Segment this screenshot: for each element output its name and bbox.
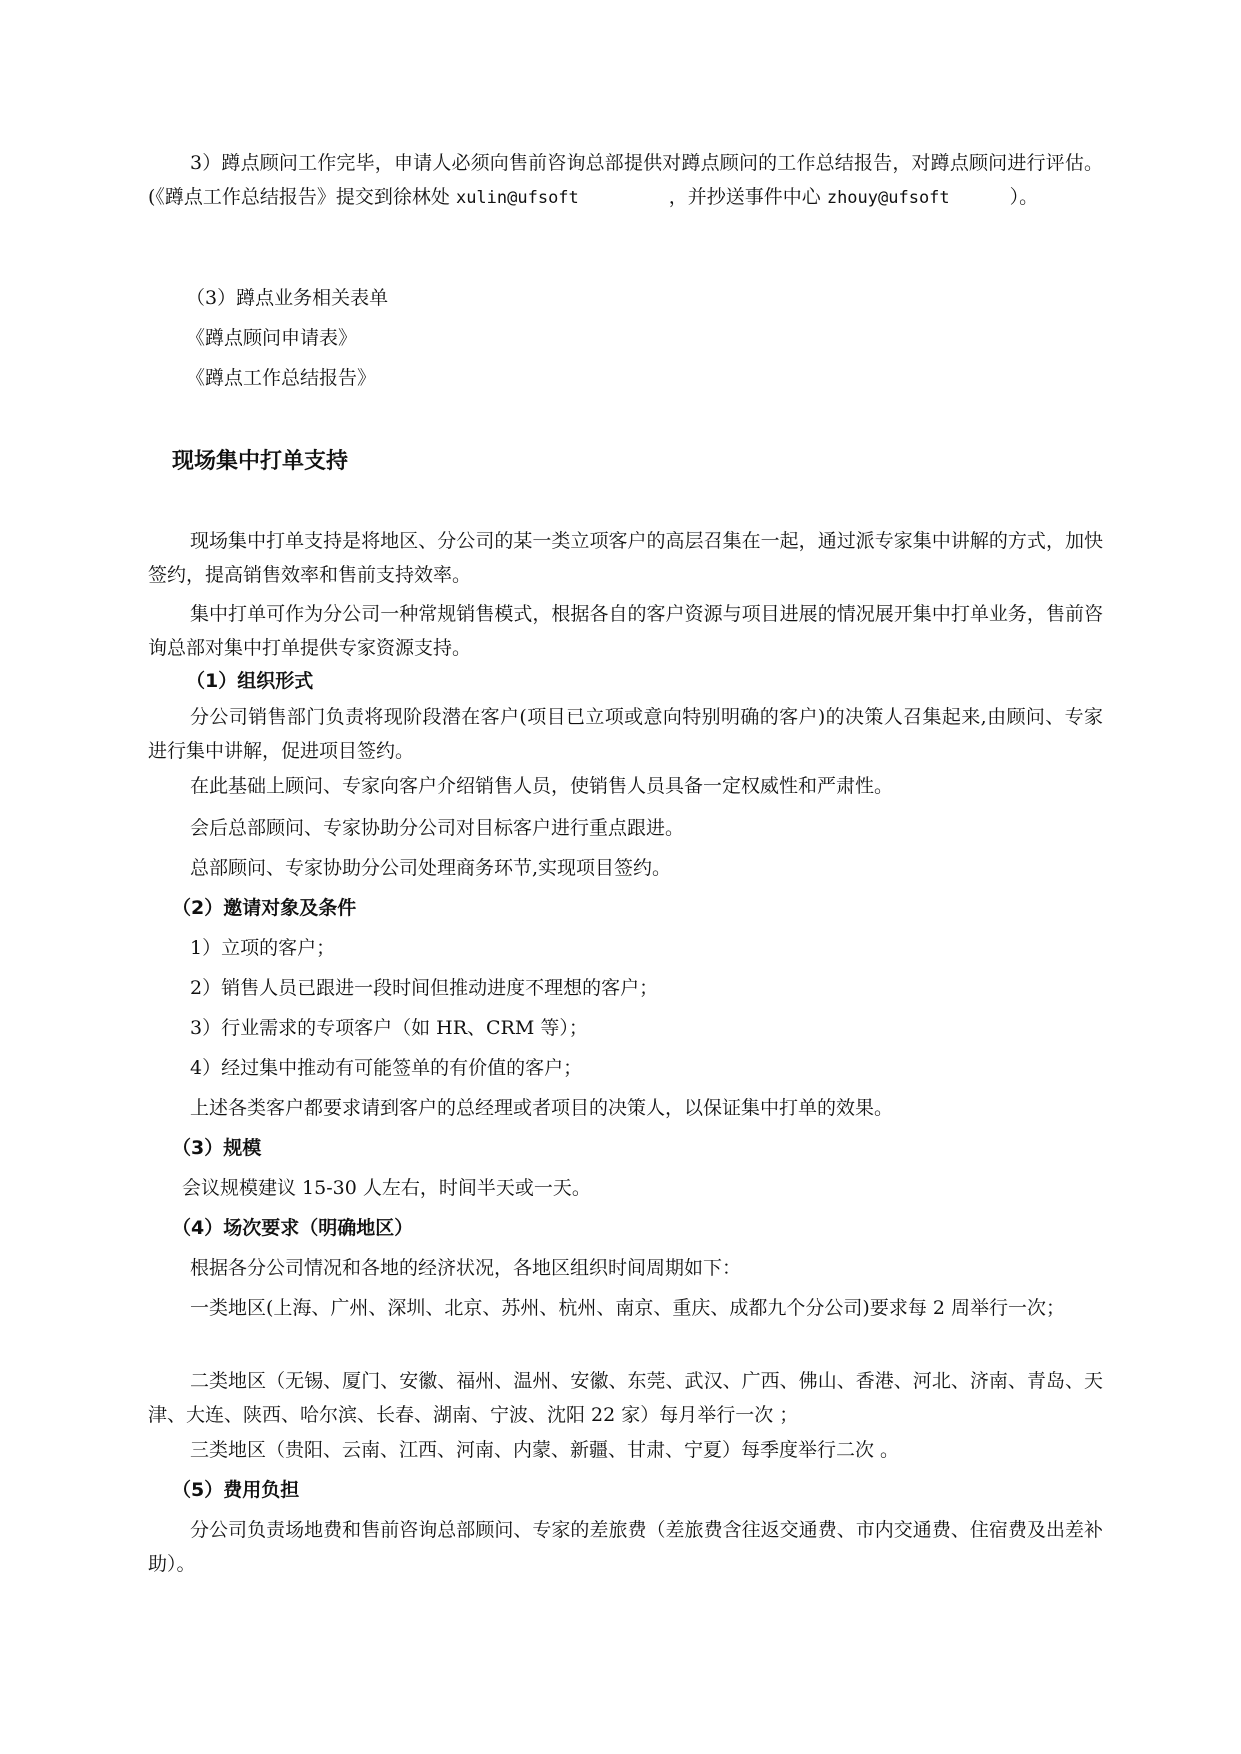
scale-paragraph: 会议规模建议 15-30 人左右，时间半天或一天。 xyxy=(182,1177,591,1199)
org-paragraph-3: 会后总部顾问、专家协助分公司对目标客户进行重点跟进。 xyxy=(190,817,685,839)
forms-heading: （3）蹲点业务相关表单 xyxy=(186,287,389,309)
org-paragraph-1: 分公司销售部门负责将现阶段潜在客户(项目已立项或意向特别明确的客户)的决策人召集起来,由顾问、专家进行集中讲解，促进项目签约。 xyxy=(148,706,1103,762)
heading-frequency: （4）场次要求（明确地区） xyxy=(172,1217,414,1239)
intro-paragraph-1: 现场集中打单支持是将地区、分公司的某一类立项客户的高层召集在一起，通过派专家集中讲解的方式，加快签约，提高销售效率和售前支持效率。 xyxy=(148,530,1103,586)
review-paragraph: 3）蹲点顾问工作完毕，申请人必须向售前咨询总部提供对蹲点顾问的工作总结报告，对蹲点顾问进行评估。(《蹲点工作总结报告》提交到徐林处 xulin@ufsoft ，并抄送事件中心 zhouy@ufsoft ）。 xyxy=(148,152,1103,208)
cost-paragraph: 分公司负责场地费和售前咨询总部顾问、专家的差旅费（差旅费含往返交通费、市内交通费、住宿费及出差补助）。 xyxy=(148,1519,1103,1575)
frequency-tier-3: 三类地区（贵阳、云南、江西、河南、内蒙、新疆、甘肃、宁夏）每季度举行二次 。 xyxy=(190,1439,900,1461)
frequency-tier-2: 二类地区（无锡、厦门、安徽、福州、温州、安徽、东莞、武汉、广西、佛山、香港、河北、济南、青岛、天津、大连、陕西、哈尔滨、长春、湖南、宁波、沈阳 22 家）每月举行一次 ； xyxy=(148,1370,1103,1426)
form-item-report: 《蹲点工作总结报告》 xyxy=(186,367,377,389)
org-paragraph-2: 在此基础上顾问、专家向客户介绍销售人员，使销售人员具备一定权威性和严肃性。 xyxy=(190,775,894,797)
email-zhouy: zhouy@ufsoft xyxy=(826,188,950,208)
heading-organization: （1）组织形式 xyxy=(186,670,314,692)
intro-paragraph-2: 集中打单可作为分公司一种常规销售模式，根据各自的客户资源与项目进展的情况展开集中打单业务，售前咨询总部对集中打单提供专家资源支持。 xyxy=(148,603,1103,659)
invitee-item-2: 2）销售人员已跟进一段时间但推动进度不理想的客户； xyxy=(190,977,659,999)
frequency-tier-1: 一类地区(上海、广州、深圳、北京、苏州、杭州、南京、重庆、成都九个分公司)要求每 2 周举行一次； xyxy=(190,1297,1065,1319)
invitee-item-4: 4）经过集中推动有可能签单的有价值的客户； xyxy=(190,1057,583,1079)
email-xulin: xulin@ufsoft xyxy=(455,188,579,208)
invitee-item-3: 3）行业需求的专项客户（如 HR、CRM 等）； xyxy=(190,1017,588,1039)
org-paragraph-4: 总部顾问、专家协助分公司处理商务环节,实现项目签约。 xyxy=(190,857,672,879)
heading-scale: （3）规模 xyxy=(172,1137,262,1159)
frequency-intro: 根据各分公司情况和各地的经济状况，各地区组织时间周期如下： xyxy=(190,1257,742,1279)
section-title: 现场集中打单支持 xyxy=(172,449,349,474)
form-item-application: 《蹲点顾问申请表》 xyxy=(186,327,358,349)
heading-cost: （5）费用负担 xyxy=(172,1479,300,1501)
invitee-note: 上述各类客户都要求请到客户的总经理或者项目的决策人，以保证集中打单的效果。 xyxy=(190,1097,894,1119)
heading-invitees: （2）邀请对象及条件 xyxy=(172,897,357,919)
invitee-item-1: 1）立项的客户； xyxy=(190,937,336,959)
